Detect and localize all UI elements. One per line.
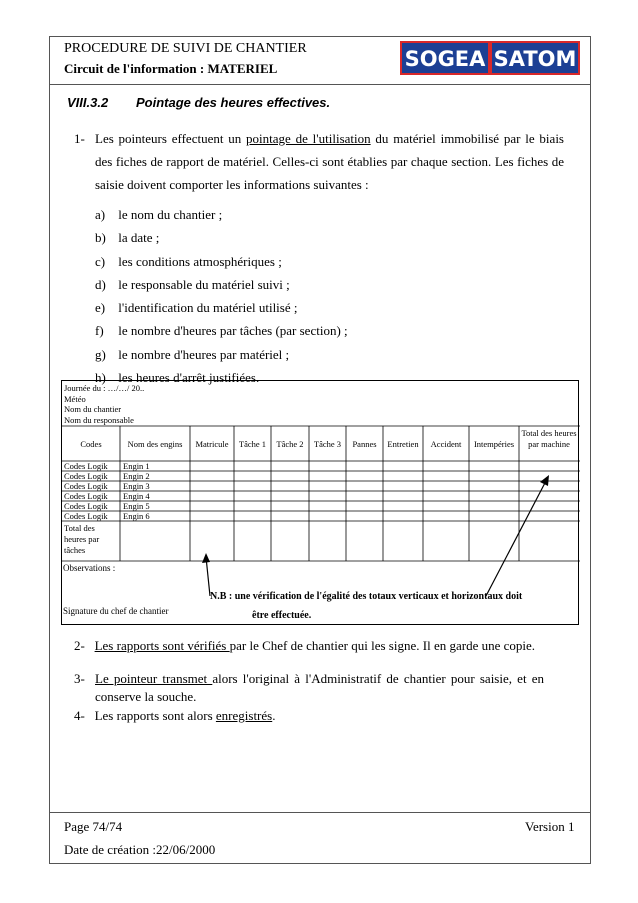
footer-divider [49,812,591,813]
form-header-info: Journée du : …/…/ 20.. Météo Nom du chantier Nom du responsable [64,383,145,425]
company-logo [400,41,580,75]
para-underlined: pointage de l'utilisation [246,131,371,146]
doc-subtitle: Circuit de l'information : MATERIEL [64,61,278,76]
table-cell: Engin 5 [123,501,150,511]
observations-label: Observations : [63,563,116,573]
table-cell: Engin 4 [123,491,150,501]
table-row: Codes Logik [64,491,108,501]
table-row: Codes Logik [64,481,108,491]
list-item: b) la date ; [95,230,160,246]
list-item: e) l'identification du matériel utilisé ; [95,300,298,316]
list-item: g) le nombre d'heures par matériel ; [95,346,290,362]
section-title: Pointage des heures effectives. [136,95,331,110]
timesheet-form [61,380,579,625]
logo-right: SATOM [493,47,577,71]
doc-title: PROCEDURE DE SUIVI DE CHANTIER [64,41,307,56]
col-header: Tâche 2 [276,439,304,449]
para-number: 1- [74,131,85,146]
col-header: Total des heures par machine [521,428,577,449]
list-item: d) le responsable du matériel suivi ; [95,276,290,292]
page-number: Page 74/74 [64,819,123,834]
nb-note-2: être effectuée. [252,610,312,621]
arrow-horizontal [486,479,547,596]
total-row-label: Total des heures par tâches [64,523,100,555]
list-item: a) le nom du chantier ; [95,207,223,222]
header-divider [49,84,591,85]
requirements-list [95,203,348,389]
col-header: Accident [430,439,462,449]
paragraph-4: 4- Les rapports sont alors enregistrés. [74,708,276,723]
row-codes [64,461,108,521]
arrow-head [202,553,210,563]
para-text: Les pointeurs effectuent un [95,131,247,146]
table-row: Codes Logik [64,461,108,471]
col-header: Intempéries [473,439,515,449]
logo-left: SOGEA [404,47,486,71]
col-header: Matricule [195,439,229,449]
col-header: Pannes [352,439,377,449]
paragraph-1 [74,127,564,196]
signature-label: Signature du chef de chantier [63,606,169,616]
list-item: f) le nombre d'heures par tâches (par section) ; [95,323,348,339]
col-header: Nom des engins [127,439,183,449]
para-text: du matériel immobilisé par le biais des fiches de rapport de matériel. Celles-ci sont établies par chaque section. Les fiches de saisie doivent comporter les informations suivantes : [95,131,564,192]
list-item: h) les heures d'arrêt justifiées. [95,370,260,386]
version-label: Version 1 [525,819,575,834]
table-cell: Engin 3 [123,481,150,491]
table-row: Codes Logik [64,511,108,521]
creation-date: Date de création :22/06/2000 [64,842,216,857]
col-header: Codes [80,439,102,449]
table-cell: Engin 1 [123,461,150,471]
row-engines [123,461,150,521]
table-cell: Engin 2 [123,471,150,481]
table-row: Codes Logik [64,471,108,481]
col-header: Tâche 3 [313,439,342,449]
paragraph-3: 3- Le pointeur transmet alors l'original à l'Administratif de chantier pour saisie, et en conserve la souche. [74,671,544,704]
list-item: c) les conditions atmosphériques ; [95,253,282,269]
col-header: Entretien [387,439,419,449]
nb-note: N.B : une vérification de l'égalité des totaux verticaux et horizontaux doit [210,591,523,602]
col-header: Tâche 1 [238,439,267,449]
section-number: VIII.3.2 [67,95,109,110]
table-row: Codes Logik [64,501,108,511]
table-cell: Engin 6 [123,511,150,521]
paragraph-2: 2- Les rapports sont vérifiés par le Chef de chantier qui les signe. Il en garde une copie. [74,638,536,653]
